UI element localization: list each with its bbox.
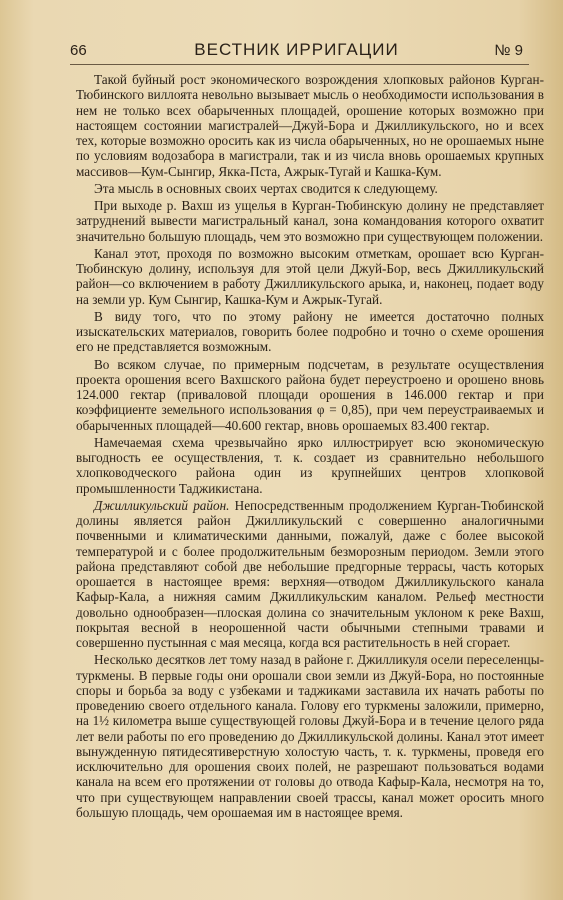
- paragraph: Несколько десятков лет тому назад в районе г. Джилликуля осели переселенцы-туркмены. В первые годы они орошали свои земли из Джуй-Бора, но постоянные споры и борьба за воду с узбеками и таджиками заставила их начать работы по проведению своего отдельного канала. Голову его туркмены заложили, примерно, на 1½ километра выше существующей головы Джуй-Бора и в течение целого ряда лет вели работы по его проведению до Джилликульской долины. Канал этот имеет вынужденную пятидесятиверстную холостую часть, т. к. туркмены, проведя его исключительно для орошения своих полей, не разрешают пользоваться водами канала на всем его протяжении от головы до отвода Кафыр-Кала, несмотря на то, что при существующем направлении своей трассы, канал может оросить много большую площадь, чем орошаемая им в настоящее время.: [76, 652, 544, 820]
- paragraph: Эта мысль в основных своих чертах сводится к следующему.: [94, 180, 438, 196]
- section-paragraph: [76, 498, 544, 651]
- paragraph: При выходе р. Вахш из ущелья в Курган-Тюбинскую долину не представляет затруднений вывести магистральный канал, зона командования которого охватит значительно большую площадь, чем это возможно при существующем положении.: [76, 198, 544, 244]
- journal-title: ВЕСТНИК ИРРИГАЦИИ: [194, 40, 399, 59]
- section-text: Непосредственным продолжением Курган-Тюбинской долины является район Джилликульский с совершенно аналогичными почвенными и климатическими данными, пожалуй, даже с более высокой температурой и с более продолжительным безморозным периодом. Земли этого района представляют собой две небольшие предгорные террасы, часть которых орошается в настоящее время: верхняя—отводом Джилликульского канала Кафыр-Кала, а нижняя самим Джилликульским каналом. Рельеф местности довольно однообразен—плоская долина со значительным уклоном к реке Вахш, покрытая весной в неорошенной части обычными степными травами и совершенно пустынная с мая месяца, когда вся растительность в ней сгорает.: [76, 497, 544, 650]
- article-body: [76, 72, 544, 820]
- issue-number: № 9: [494, 42, 523, 59]
- paragraph: Такой буйный рост экономического возрождения хлопковых районов Курган-Тюбинского виллоята невольно вызывает мысль о необходимости использования в нем не только всех обарыченных площадей, орошение которых возможно при настоящем состоянии магистралей—Джуй-Бора и Джилликульского, но и всех тех, которые возможно оросить как из числа обарыченных, но не орошаемых ныне по условиям водозабора в магистрали, так и из числа вновь орошаемых крупных массивов—Кум-Сынгир, Якка-Пста, Ажрык-Тугай и Кашка-Кум.: [76, 72, 544, 179]
- header-rule: [70, 64, 529, 65]
- section-heading: Джилликульский район.: [94, 497, 230, 513]
- paragraph: Канал этот, проходя по возможно высоким отметкам, орошает всю Курган-Тюбинскую долину, используя для этой цели Джуй-Бор, весь Джилликульский район—со включением в работу Джилликульского арыка, и, наконец, подает воду на земли ур. Кум Сынгир, Кашка-Кум и Ажрык-Тугай.: [76, 245, 544, 307]
- page-number: 66: [70, 42, 87, 59]
- page-header: [70, 40, 523, 64]
- paragraph: В виду того, что по этому району не имеется достаточно полных изыскательских материалов, говорить более подробно и точно о схеме орошения его не представляется возможным.: [76, 308, 544, 355]
- paragraph: Намечаемая схема чрезвычайно ярко иллюстрирует всю экономическую выгодность ее осуществления, т. к. создает из сравнительно небольшого хлопководческого района один из крупнейших центров хлопковой промышленности Таджикистана.: [76, 434, 544, 496]
- paragraph: Во всяком случае, по примерным подсчетам, в результате осуществления проекта орошения всего Вахшского района будет переустроено и орошено вновь 124.000 гектар (приваловой площади орошения в 146.000 гектар и при коэффициенте земельного использования φ = 0,85), при чем переустраиваемых и обарыченных площадей—40.600 гектар, вновь орошаемых 83.400 гектар.: [76, 356, 544, 433]
